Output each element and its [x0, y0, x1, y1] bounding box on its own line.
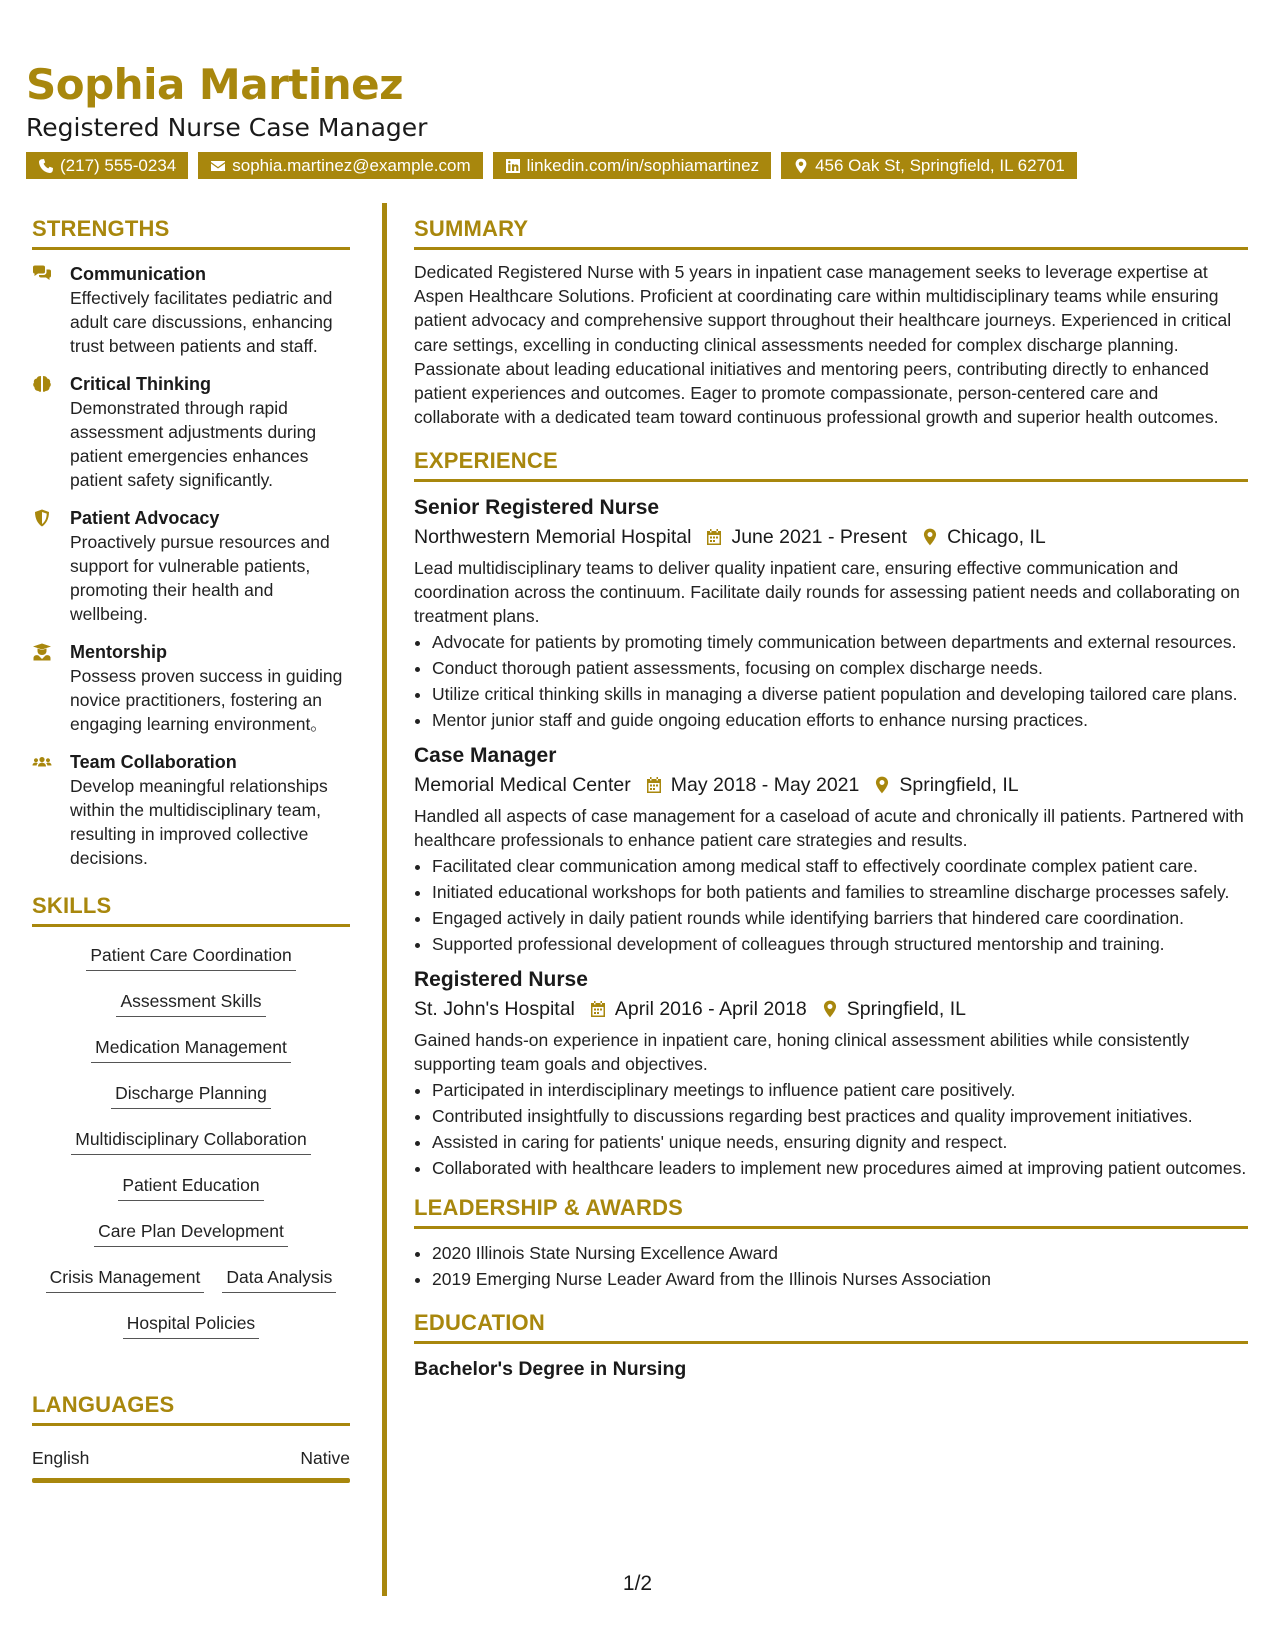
- job-bullet: • Conduct thorough patient assessments, focusing on complex discharge needs.: [432, 656, 1248, 680]
- graduate-icon: [32, 643, 52, 661]
- phone-icon: [38, 158, 54, 174]
- job-bullets: [414, 630, 1248, 732]
- education-degree: Bachelor's Degree in Nursing: [414, 1358, 687, 1381]
- job-location: Springfield, IL: [846, 998, 967, 1021]
- summary-heading: SUMMARY: [414, 215, 1248, 250]
- resume-header: [26, 60, 1250, 179]
- job-dates: May 2018 - May 2021: [670, 774, 860, 797]
- job-bullet: • Contributed insightfully to discussions regarding best practices and quality improvement initiatives.: [432, 1104, 1248, 1128]
- job-dates: June 2021 - Present: [731, 526, 908, 549]
- contact-phone-text: (217) 555-0234: [60, 156, 177, 175]
- job-meta: [414, 994, 1248, 1024]
- job-desc: Gained hands-on experience in inpatient care, honing clinical assessment abilities while consistently supporting team goals and objectives.: [414, 1030, 1190, 1075]
- strengths-heading: STRENGTHS: [32, 215, 350, 250]
- job-role: Registered Nurse: [414, 968, 588, 992]
- job-bullet: • Supported professional development of colleagues through structured mentorship and training.: [432, 932, 1248, 956]
- strength-title: Communication: [70, 264, 207, 284]
- skill-tag: Discharge Planning: [111, 1081, 271, 1109]
- envelope-icon: [210, 158, 226, 174]
- job-desc: Lead multidisciplinary teams to deliver quality inpatient care, ensuring effective communication and coordination across the continuum. Facilitate daily rounds for assessing patient needs and collaborating on treatment plans.: [414, 558, 1240, 627]
- left-column: [32, 215, 350, 1483]
- skills-list: [32, 943, 350, 1357]
- job-bullet: • Initiated educational workshops for both patients and families to streamline discharge processes safely.: [432, 880, 1248, 904]
- skill-tag: Assessment Skills: [116, 989, 265, 1017]
- strength-item: [32, 506, 350, 626]
- users-icon: [32, 753, 52, 771]
- summary-text: Dedicated Registered Nurse with 5 years in inpatient case management seeks to leverage expertise at Aspen Healthcare Solutions. Proficient at coordinating care within multidisciplinary teams while ensuring patient advocacy and comprehensive support throughout their healthcare journeys. Experienced in critical care settings, excelling in conducting clinical assessments needed for complex discharge planning. Passionate about leading educational initiatives and mentoring peers, contributing directly to enhanced patient experiences and outcomes. Eager to promote compassionate, person-centered care and collaborate with a dedicated team toward continuous professional growth and superior health outcomes.: [414, 262, 1232, 428]
- skill-tag: Multidisciplinary Collaboration: [71, 1127, 311, 1155]
- strength-title: Critical Thinking: [70, 374, 212, 394]
- column-divider: [382, 203, 387, 1596]
- experience-heading: EXPERIENCE: [414, 447, 1248, 482]
- linkedin-icon: [505, 158, 521, 174]
- skill-tag: Crisis Management: [46, 1265, 205, 1293]
- candidate-name: Sophia Martinez: [26, 60, 404, 109]
- strength-item: [32, 640, 350, 736]
- strength-item: [32, 262, 350, 358]
- strength-item: [32, 372, 350, 492]
- contact-linkedin[interactable]: [493, 152, 771, 179]
- strength-title: Patient Advocacy: [70, 508, 220, 528]
- job-bullet: • Utilize critical thinking skills in managing a diverse patient population and developing tailored care plans.: [432, 682, 1248, 706]
- skill-tag: Patient Care Coordination: [86, 943, 295, 971]
- strength-desc: Effectively facilitates pediatric and adult care discussions, enhancing trust between patients and staff.: [70, 288, 333, 356]
- awards-heading: LEADERSHIP & AWARDS: [414, 1194, 1248, 1229]
- job-entry: [414, 742, 1248, 956]
- skill-tag: Hospital Policies: [123, 1311, 259, 1339]
- calendar-icon: [589, 1000, 607, 1018]
- job-bullet: • Collaborated with healthcare leaders to implement new procedures aimed at improving patient outcomes.: [432, 1156, 1248, 1180]
- brain-icon: [32, 375, 52, 393]
- language-name: English: [32, 1448, 90, 1468]
- job-location: Springfield, IL: [899, 774, 1019, 797]
- strength-desc: Demonstrated through rapid assessment adjustments during patient emergencies enhances patient safety significantly.: [70, 398, 317, 490]
- job-bullet: • Advocate for patients by promoting timely communication between departments and external resources.: [432, 630, 1248, 654]
- education-heading: EDUCATION: [414, 1309, 1248, 1344]
- job-org: Northwestern Memorial Hospital: [414, 526, 692, 549]
- job-org: St. John's Hospital: [414, 998, 575, 1021]
- calendar-icon: [645, 776, 663, 794]
- language-item: [32, 1446, 350, 1470]
- strength-desc: Proactively pursue resources and support for vulnerable patients, promoting their health and wellbeing.: [70, 532, 330, 624]
- job-desc: Handled all aspects of case management for a caseload of acute and chronically ill patients. Partnered with healthcare professionals to enhance patient care strategies and results.: [414, 806, 1244, 851]
- job-role: Case Manager: [414, 744, 557, 768]
- contact-address-text: 456 Oak St, Springfield, IL 62701: [815, 156, 1065, 175]
- shield-icon: [32, 509, 52, 527]
- skill-tag: Patient Education: [118, 1173, 263, 1201]
- contact-email-text: sophia.martinez@example.com: [232, 156, 471, 175]
- skill-tag: Data Analysis: [222, 1265, 336, 1293]
- map-pin-icon: [821, 1000, 839, 1018]
- job-role: Senior Registered Nurse: [414, 496, 660, 520]
- contact-bar: [26, 152, 1250, 179]
- awards-list: [414, 1241, 1248, 1291]
- job-meta: [414, 770, 1248, 800]
- calendar-icon: [705, 528, 723, 546]
- languages-heading: LANGUAGES: [32, 1391, 350, 1426]
- skill-tag: Medication Management: [91, 1035, 291, 1063]
- language-level: Native: [300, 1448, 350, 1468]
- contact-email[interactable]: [198, 152, 482, 179]
- job-entry: [414, 494, 1248, 732]
- job-bullets: [414, 1078, 1248, 1180]
- strength-desc: Possess proven success in guiding novice practitioners, fostering an engaging learning environment。: [70, 666, 343, 734]
- map-pin-icon: [793, 158, 809, 174]
- job-bullets: [414, 854, 1248, 956]
- strength-title: Mentorship: [70, 642, 167, 662]
- map-pin-icon: [873, 776, 891, 794]
- job-location: Chicago, IL: [947, 526, 1046, 549]
- job-bullet: • Assisted in caring for patients' unique needs, ensuring dignity and respect.: [432, 1130, 1248, 1154]
- page-number: 1/2: [622, 1572, 653, 1595]
- strength-title: Team Collaboration: [70, 752, 237, 772]
- map-pin-icon: [921, 528, 939, 546]
- job-entry: [414, 966, 1248, 1180]
- job-bullet: • Mentor junior staff and guide ongoing education efforts to enhance nursing practices.: [432, 708, 1248, 732]
- strength-desc: Develop meaningful relationships within the multidisciplinary team, resulting in improved collective decisions.: [70, 776, 328, 868]
- right-column: [414, 215, 1248, 1382]
- comments-icon: [32, 265, 52, 283]
- job-org: Memorial Medical Center: [414, 774, 631, 797]
- job-bullet: • Engaged actively in daily patient rounds while identifying barriers that hindered care coordination.: [432, 906, 1248, 930]
- language-level-bar: [32, 1478, 350, 1483]
- skill-tag: Care Plan Development: [94, 1219, 288, 1247]
- contact-phone[interactable]: [26, 152, 188, 179]
- award-item: • 2020 Illinois State Nursing Excellence Award: [432, 1241, 1248, 1265]
- skills-heading: SKILLS: [32, 892, 350, 927]
- job-dates: April 2016 - April 2018: [614, 998, 807, 1021]
- job-meta: [414, 522, 1248, 552]
- job-bullet: • Facilitated clear communication among medical staff to effectively coordinate complex patient care.: [432, 854, 1248, 878]
- strength-item: [32, 750, 350, 870]
- contact-address: [781, 152, 1077, 179]
- award-item: • 2019 Emerging Nurse Leader Award from the Illinois Nurses Association: [432, 1267, 1248, 1291]
- candidate-title: Registered Nurse Case Manager: [26, 113, 428, 142]
- contact-linkedin-text: linkedin.com/in/sophiamartinez: [526, 156, 760, 175]
- job-bullet: • Participated in interdisciplinary meetings to influence patient care positively.: [432, 1078, 1248, 1102]
